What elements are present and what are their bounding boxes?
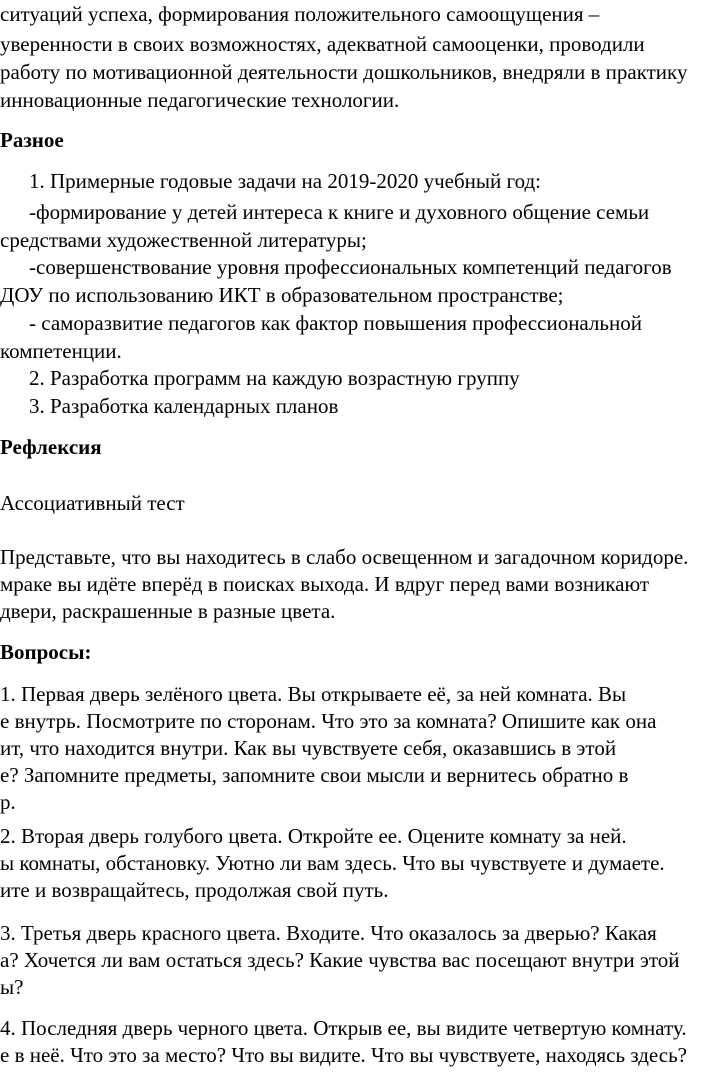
task-line: средствами художественной литературы; [0,228,367,252]
question-1-line: е? Запомните предметы, запомните свои мысли и вернитесь обратно в [0,763,629,787]
question-3-line: 3. Третья дверь красного цвета. Входите. Что оказалось за дверью? Какая [0,921,657,945]
intro-line: ситуаций успеха, формирования положительного самоощущения – [0,2,600,26]
question-2-line: ите и возвращайтесь, продолжая свой путь. [0,878,389,902]
questions-heading: Вопросы: [0,640,92,664]
task-line: -формирование у детей интереса к книге и духовного общение семьи [29,200,650,224]
task-line: - саморазвитие педагогов как фактор повышения профессиональной [29,311,642,335]
question-4-line: 4. Последняя дверь черного цвета. Открыв ее, вы видите четвертую комнату. [0,1016,687,1040]
task-line: компетенции. [0,339,122,363]
story-line: мраке вы идёте вперёд в поисках выхода. И вдруг перед вами возникают [0,572,650,596]
question-4-line: е в неё. Что это за место? Что вы видите. Что вы чувствуете, находясь здесь? [0,1043,687,1067]
question-1-line: 1. Первая дверь зелёного цвета. Вы открываете её, за ней комната. Вы [0,682,627,706]
story-line: Представьте, что вы находитесь в слабо освещенном и загадочном коридоре. [0,545,689,569]
question-2-line: 2. Вторая дверь голубого цвета. Откройте ее. Оцените комнату за ней. [0,824,627,848]
section-heading-misc: Разное [0,128,64,152]
list-item-2: 2. Разработка программ на каждую возрастную группу [29,366,520,390]
intro-line: уверенности в своих возможностях, адекватной самооценки, проводили [0,32,645,56]
question-3-line: ы? [0,975,24,999]
question-1-line: ит, что находится внутри. Как вы чувствуете себя, оказавшись в этой [0,736,617,760]
task-line: -совершенствование уровня профессиональных компетенций педагогов [29,255,672,279]
list-item-3: 3. Разработка календарных планов [29,394,339,418]
question-1-line: е внутрь. Посмотрите по сторонам. Что это за комната? Опишите как она [0,709,657,733]
list-item-1: 1. Примерные годовые задачи на 2019-2020 учебный год: [29,169,541,193]
task-line: ДОУ по использованию ИКТ в образовательном пространстве; [0,283,564,307]
section-heading-reflection: Рефлексия [0,435,102,459]
story-line: двери, раскрашенные в разные цвета. [0,599,336,623]
test-title: Ассоциативный тест [0,491,185,515]
question-2-line: ы комнаты, обстановку. Уютно ли вам здесь. Что вы чувствуете и думаете. [0,851,665,875]
question-1-line: р. [0,790,16,814]
intro-line: работу по мотивационной деятельности дошкольников, внедряли в практику [0,60,688,84]
intro-line: инновационные педагогические технологии. [0,88,400,112]
question-3-line: а? Хочется ли вам остаться здесь? Какие чувства вас посещают внутри этой [0,948,680,972]
